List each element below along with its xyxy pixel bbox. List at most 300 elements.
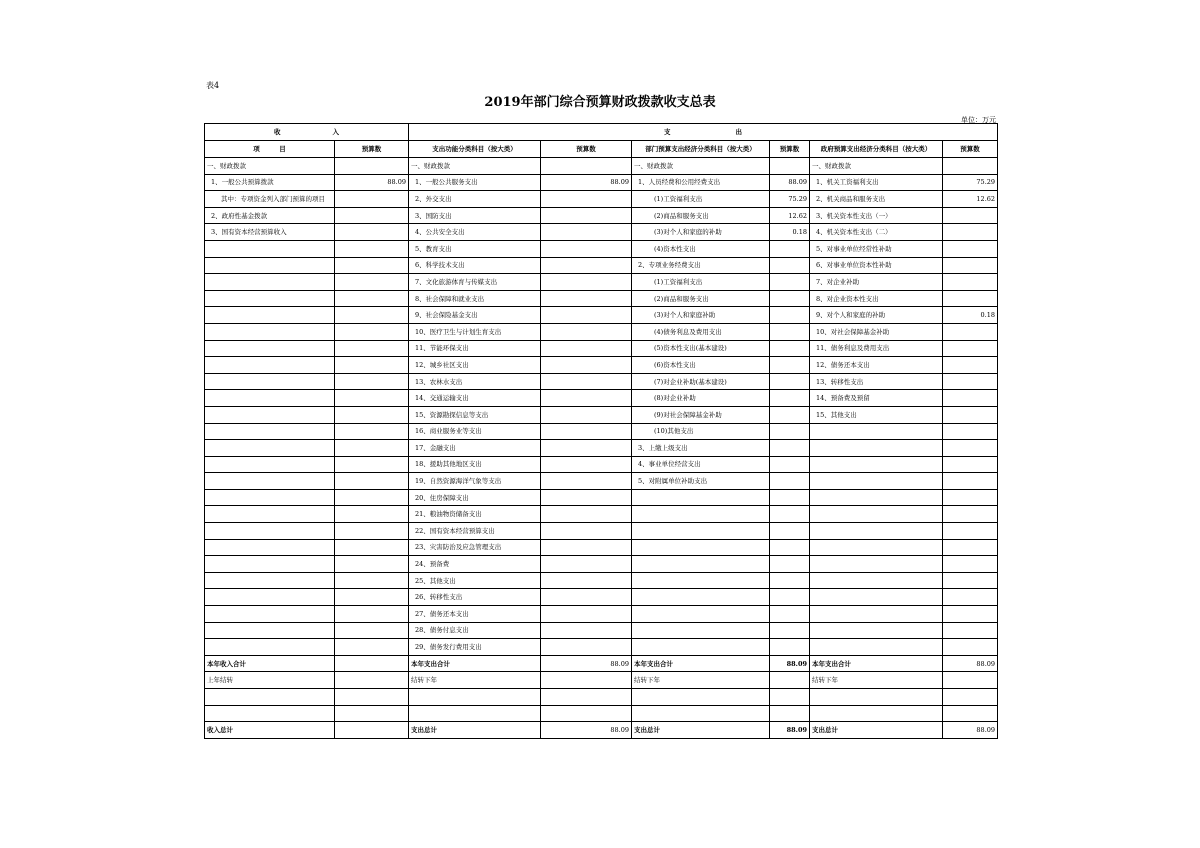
income-amount bbox=[335, 440, 409, 457]
function-amount bbox=[541, 572, 632, 589]
income-item bbox=[205, 523, 335, 540]
gov-econ-item: 8、对企业资本性支出 bbox=[810, 290, 943, 307]
table-row bbox=[205, 423, 998, 440]
table-row bbox=[205, 207, 998, 224]
next-carry-label: 结转下年 bbox=[810, 672, 943, 689]
gov-econ-amount bbox=[943, 639, 998, 656]
function-amount bbox=[541, 274, 632, 291]
dept-econ-item: 一、财政拨款 bbox=[632, 158, 770, 175]
income-amount bbox=[335, 323, 409, 340]
function-item: 26、转移性支出 bbox=[409, 589, 541, 606]
dept-econ-amount: 0.18 bbox=[770, 224, 810, 241]
function-item: 22、国有资本经营预算支出 bbox=[409, 523, 541, 540]
dept-econ-item: (5)资本性支出(基本建设) bbox=[632, 340, 770, 357]
gov-econ-amount bbox=[943, 440, 998, 457]
dept-econ-amount bbox=[770, 523, 810, 540]
income-item bbox=[205, 340, 335, 357]
income-amount bbox=[335, 257, 409, 274]
dept-econ-item bbox=[632, 506, 770, 523]
function-amount bbox=[541, 340, 632, 357]
income-amount bbox=[335, 224, 409, 241]
income-item bbox=[205, 456, 335, 473]
dept-econ-item bbox=[632, 572, 770, 589]
function-amount bbox=[541, 622, 632, 639]
gov-econ-amount bbox=[943, 606, 998, 623]
function-amount bbox=[541, 589, 632, 606]
gov-econ-item: 13、转移性支出 bbox=[810, 373, 943, 390]
page-label: 表4 bbox=[206, 81, 220, 90]
gov-econ-item bbox=[810, 589, 943, 606]
col-header-amount: 预算数 bbox=[943, 141, 998, 158]
table-row bbox=[205, 523, 998, 540]
gov-econ-item: 6、对事业单位资本性补助 bbox=[810, 257, 943, 274]
dept-econ-item: (6)资本性支出 bbox=[632, 357, 770, 374]
gov-econ-amount bbox=[943, 406, 998, 423]
function-item: 5、教育支出 bbox=[409, 240, 541, 257]
function-amount bbox=[541, 539, 632, 556]
dept-econ-item bbox=[632, 539, 770, 556]
gov-econ-item: 1、机关工资福利支出 bbox=[810, 174, 943, 191]
econ-total-label: 本年支出合计 bbox=[632, 655, 770, 672]
dept-econ-amount bbox=[770, 158, 810, 175]
function-amount bbox=[541, 606, 632, 623]
income-amount bbox=[335, 207, 409, 224]
function-amount bbox=[541, 639, 632, 656]
gov-econ-amount: 75.29 bbox=[943, 174, 998, 191]
dept-econ-amount bbox=[770, 473, 810, 490]
table-row bbox=[205, 373, 998, 390]
income-amount bbox=[335, 191, 409, 208]
gov-econ-amount bbox=[943, 340, 998, 357]
gov-econ-amount bbox=[943, 572, 998, 589]
budget-table bbox=[204, 123, 998, 739]
empty-cell bbox=[541, 672, 632, 689]
empty-cell bbox=[943, 672, 998, 689]
income-item bbox=[205, 639, 335, 656]
function-item: 23、灾害防治及应急管理支出 bbox=[409, 539, 541, 556]
table-row bbox=[205, 307, 998, 324]
income-item bbox=[205, 390, 335, 407]
dept-econ-amount bbox=[770, 240, 810, 257]
prev-carry-label: 上年结转 bbox=[205, 672, 335, 689]
table-row-blank bbox=[205, 689, 998, 706]
income-amount bbox=[335, 639, 409, 656]
table-row bbox=[205, 191, 998, 208]
income-amount bbox=[335, 290, 409, 307]
unit-label: 单位：万元 bbox=[961, 116, 996, 124]
table-row bbox=[205, 323, 998, 340]
col-header-amount: 预算数 bbox=[541, 141, 632, 158]
income-amount bbox=[335, 539, 409, 556]
dept-econ-item bbox=[632, 556, 770, 573]
function-amount bbox=[541, 224, 632, 241]
table-row-carry bbox=[205, 672, 998, 689]
gov-econ-amount: 12.62 bbox=[943, 191, 998, 208]
expense-header: 支 出 bbox=[409, 124, 998, 141]
col-header-function: 支出功能分类科目（按大类） bbox=[409, 141, 541, 158]
gov-econ-item bbox=[810, 506, 943, 523]
income-amount bbox=[335, 158, 409, 175]
gov-econ-amount bbox=[943, 207, 998, 224]
dept-econ-item: 5、对附属单位补助支出 bbox=[632, 473, 770, 490]
gov-econ-amount bbox=[943, 539, 998, 556]
gov-econ-item bbox=[810, 556, 943, 573]
income-item bbox=[205, 572, 335, 589]
dept-econ-amount bbox=[770, 506, 810, 523]
income-item bbox=[205, 423, 335, 440]
gov-econ-item bbox=[810, 489, 943, 506]
income-item bbox=[205, 274, 335, 291]
function-item: 13、农林水支出 bbox=[409, 373, 541, 390]
function-amount bbox=[541, 290, 632, 307]
col-header-dept-econ: 部门预算支出经济分类科目（按大类） bbox=[632, 141, 770, 158]
function-amount bbox=[541, 257, 632, 274]
function-item: 11、节能环保支出 bbox=[409, 340, 541, 357]
next-carry-label: 结转下年 bbox=[409, 672, 541, 689]
table-row bbox=[205, 357, 998, 374]
function-amount bbox=[541, 489, 632, 506]
income-amount bbox=[335, 489, 409, 506]
income-item bbox=[205, 622, 335, 639]
function-amount bbox=[541, 240, 632, 257]
income-amount: 88.09 bbox=[335, 174, 409, 191]
income-item bbox=[205, 373, 335, 390]
function-item: 24、预备费 bbox=[409, 556, 541, 573]
income-item: 一、财政拨款 bbox=[205, 158, 335, 175]
gov-econ-amount bbox=[943, 473, 998, 490]
function-item: 27、债务还本支出 bbox=[409, 606, 541, 623]
dept-econ-item: (1)工资福利支出 bbox=[632, 274, 770, 291]
table-row-grand-total bbox=[205, 722, 998, 739]
dept-econ-amount bbox=[770, 340, 810, 357]
gov-econ-amount bbox=[943, 556, 998, 573]
function-item: 16、商业服务业等支出 bbox=[409, 423, 541, 440]
dept-econ-amount bbox=[770, 323, 810, 340]
income-item: 1、一般公共预算拨款 bbox=[205, 174, 335, 191]
gov-econ-amount bbox=[943, 622, 998, 639]
econ-grand-label: 支出总计 bbox=[632, 722, 770, 739]
income-amount bbox=[335, 473, 409, 490]
income-amount bbox=[335, 523, 409, 540]
income-amount bbox=[335, 240, 409, 257]
income-item: 其中：专项资金列入部门预算的项目 bbox=[205, 191, 335, 208]
function-amount bbox=[541, 191, 632, 208]
dept-econ-item: (2)商品和服务支出 bbox=[632, 290, 770, 307]
table-row bbox=[205, 489, 998, 506]
gov-econ-amount bbox=[943, 158, 998, 175]
function-item: 1、一般公共服务支出 bbox=[409, 174, 541, 191]
dept-econ-item bbox=[632, 489, 770, 506]
gov-econ-amount bbox=[943, 489, 998, 506]
income-amount bbox=[335, 622, 409, 639]
dept-econ-amount: 75.29 bbox=[770, 191, 810, 208]
gov-econ-amount bbox=[943, 523, 998, 540]
function-amount bbox=[541, 506, 632, 523]
function-item: 2、外交支出 bbox=[409, 191, 541, 208]
dept-econ-item: (1)工资福利支出 bbox=[632, 191, 770, 208]
dept-econ-item: (3)对个人和家庭的补助 bbox=[632, 224, 770, 241]
gov-econ-item bbox=[810, 622, 943, 639]
col-header-gov-econ: 政府预算支出经济分类科目（按大类） bbox=[810, 141, 943, 158]
function-amount: 88.09 bbox=[541, 174, 632, 191]
income-total-value bbox=[335, 655, 409, 672]
table-column-header bbox=[205, 141, 998, 158]
income-amount bbox=[335, 456, 409, 473]
table-row bbox=[205, 290, 998, 307]
income-item bbox=[205, 357, 335, 374]
econ-grand-value: 88.09 bbox=[770, 722, 810, 739]
income-amount bbox=[335, 556, 409, 573]
function-item: 18、援助其他地区支出 bbox=[409, 456, 541, 473]
empty-cell bbox=[335, 722, 409, 739]
function-item: 7、文化旅游体育与传媒支出 bbox=[409, 274, 541, 291]
income-amount bbox=[335, 606, 409, 623]
dept-econ-amount bbox=[770, 556, 810, 573]
income-amount bbox=[335, 274, 409, 291]
function-amount bbox=[541, 523, 632, 540]
empty-cell bbox=[770, 672, 810, 689]
col-header-amount: 预算数 bbox=[335, 141, 409, 158]
income-item bbox=[205, 307, 335, 324]
function-amount bbox=[541, 207, 632, 224]
dept-econ-item: (9)对社会保障基金补助 bbox=[632, 406, 770, 423]
gov-econ-item: 2、机关商品和服务支出 bbox=[810, 191, 943, 208]
table-row bbox=[205, 390, 998, 407]
table-row bbox=[205, 473, 998, 490]
dept-econ-amount bbox=[770, 589, 810, 606]
table-row bbox=[205, 456, 998, 473]
table-row bbox=[205, 539, 998, 556]
expense-grand-value: 88.09 bbox=[541, 722, 632, 739]
table-row-totals bbox=[205, 655, 998, 672]
function-item: 25、其他支出 bbox=[409, 572, 541, 589]
dept-econ-item: (10)其他支出 bbox=[632, 423, 770, 440]
next-carry-label: 结转下年 bbox=[632, 672, 770, 689]
function-amount bbox=[541, 423, 632, 440]
table-row bbox=[205, 340, 998, 357]
income-item: 2、政府性基金拨款 bbox=[205, 207, 335, 224]
function-item: 4、公共安全支出 bbox=[409, 224, 541, 241]
gov-econ-item bbox=[810, 440, 943, 457]
dept-econ-amount: 12.62 bbox=[770, 207, 810, 224]
dept-econ-amount bbox=[770, 390, 810, 407]
income-amount bbox=[335, 406, 409, 423]
gov-econ-amount bbox=[943, 323, 998, 340]
function-item: 10、医疗卫生与计划生育支出 bbox=[409, 323, 541, 340]
gov-econ-item: 7、对企业补助 bbox=[810, 274, 943, 291]
gov-econ-item: 14、预备费及预留 bbox=[810, 390, 943, 407]
dept-econ-amount bbox=[770, 539, 810, 556]
dept-econ-amount bbox=[770, 423, 810, 440]
expense-total-label: 本年支出合计 bbox=[409, 655, 541, 672]
table-row bbox=[205, 639, 998, 656]
gov-econ-item: 11、债务利息及费用支出 bbox=[810, 340, 943, 357]
function-amount bbox=[541, 373, 632, 390]
income-item: 3、国有资本经营预算收入 bbox=[205, 224, 335, 241]
table-row bbox=[205, 224, 998, 241]
gov-econ-item bbox=[810, 572, 943, 589]
gov-econ-amount bbox=[943, 390, 998, 407]
dept-econ-amount bbox=[770, 307, 810, 324]
income-item bbox=[205, 440, 335, 457]
gov-econ-amount bbox=[943, 357, 998, 374]
col-header-item: 项 目 bbox=[205, 141, 335, 158]
gov-total-label: 本年支出合计 bbox=[810, 655, 943, 672]
income-amount bbox=[335, 307, 409, 324]
dept-econ-item: (3)对个人和家庭补助 bbox=[632, 307, 770, 324]
dept-econ-amount bbox=[770, 456, 810, 473]
dept-econ-amount bbox=[770, 639, 810, 656]
table-row bbox=[205, 257, 998, 274]
function-amount bbox=[541, 440, 632, 457]
gov-econ-item: 一、财政拨款 bbox=[810, 158, 943, 175]
gov-econ-item: 10、对社会保障基金补助 bbox=[810, 323, 943, 340]
dept-econ-item: 3、上缴上级支出 bbox=[632, 440, 770, 457]
gov-econ-item: 9、对个人和家庭的补助 bbox=[810, 307, 943, 324]
function-amount bbox=[541, 473, 632, 490]
dept-econ-item: (2)商品和服务支出 bbox=[632, 207, 770, 224]
dept-econ-item: 4、事业单位经营支出 bbox=[632, 456, 770, 473]
function-item: 19、自然资源海洋气象等支出 bbox=[409, 473, 541, 490]
income-grand-label: 收入总计 bbox=[205, 722, 335, 739]
gov-econ-amount bbox=[943, 224, 998, 241]
function-item: 15、资源勘探信息等支出 bbox=[409, 406, 541, 423]
table-row bbox=[205, 606, 998, 623]
income-item bbox=[205, 556, 335, 573]
function-amount bbox=[541, 357, 632, 374]
gov-econ-item: 15、其他支出 bbox=[810, 406, 943, 423]
table-row bbox=[205, 506, 998, 523]
gov-econ-amount bbox=[943, 274, 998, 291]
gov-econ-item bbox=[810, 539, 943, 556]
gov-econ-amount: 0.18 bbox=[943, 307, 998, 324]
dept-econ-amount bbox=[770, 274, 810, 291]
gov-econ-item: 5、对事业单位经常性补助 bbox=[810, 240, 943, 257]
income-item bbox=[205, 257, 335, 274]
econ-total-value: 88.09 bbox=[770, 655, 810, 672]
income-header: 收 入 bbox=[205, 124, 409, 141]
dept-econ-amount bbox=[770, 257, 810, 274]
income-item bbox=[205, 406, 335, 423]
income-item bbox=[205, 506, 335, 523]
function-amount bbox=[541, 158, 632, 175]
table-row bbox=[205, 589, 998, 606]
dept-econ-amount bbox=[770, 290, 810, 307]
gov-econ-amount bbox=[943, 240, 998, 257]
dept-econ-amount bbox=[770, 406, 810, 423]
income-amount bbox=[335, 589, 409, 606]
function-item: 14、交通运输支出 bbox=[409, 390, 541, 407]
table-top-header bbox=[205, 124, 998, 141]
gov-grand-value: 88.09 bbox=[943, 722, 998, 739]
income-item bbox=[205, 539, 335, 556]
income-item bbox=[205, 489, 335, 506]
income-item bbox=[205, 589, 335, 606]
income-total-label: 本年收入合计 bbox=[205, 655, 335, 672]
table-row bbox=[205, 174, 998, 191]
dept-econ-item: (4)资本性支出 bbox=[632, 240, 770, 257]
gov-econ-amount bbox=[943, 423, 998, 440]
table-row bbox=[205, 440, 998, 457]
function-item: 6、科学技术支出 bbox=[409, 257, 541, 274]
dept-econ-amount: 88.09 bbox=[770, 174, 810, 191]
table-row bbox=[205, 572, 998, 589]
table-row bbox=[205, 158, 998, 175]
gov-econ-item bbox=[810, 456, 943, 473]
table-row bbox=[205, 622, 998, 639]
function-amount bbox=[541, 556, 632, 573]
function-item: 3、国防支出 bbox=[409, 207, 541, 224]
table-row bbox=[205, 556, 998, 573]
dept-econ-amount bbox=[770, 572, 810, 589]
gov-econ-amount bbox=[943, 456, 998, 473]
function-item: 一、财政拨款 bbox=[409, 158, 541, 175]
gov-econ-item: 4、机关资本性支出（二） bbox=[810, 224, 943, 241]
dept-econ-item: 1、人员经费和公用经费支出 bbox=[632, 174, 770, 191]
gov-econ-item bbox=[810, 473, 943, 490]
dept-econ-item bbox=[632, 523, 770, 540]
dept-econ-item bbox=[632, 639, 770, 656]
gov-econ-amount bbox=[943, 506, 998, 523]
col-header-amount: 预算数 bbox=[770, 141, 810, 158]
function-amount bbox=[541, 406, 632, 423]
dept-econ-amount bbox=[770, 373, 810, 390]
dept-econ-item bbox=[632, 606, 770, 623]
dept-econ-item bbox=[632, 622, 770, 639]
function-item: 8、社会保障和就业支出 bbox=[409, 290, 541, 307]
table-row bbox=[205, 274, 998, 291]
function-amount bbox=[541, 456, 632, 473]
income-amount bbox=[335, 506, 409, 523]
dept-econ-item: (7)对企业补助(基本建设) bbox=[632, 373, 770, 390]
function-item: 12、城乡社区支出 bbox=[409, 357, 541, 374]
income-item bbox=[205, 290, 335, 307]
dept-econ-item: 2、专项业务经费支出 bbox=[632, 257, 770, 274]
dept-econ-amount bbox=[770, 357, 810, 374]
function-amount bbox=[541, 307, 632, 324]
gov-econ-item: 3、机关资本性支出（一） bbox=[810, 207, 943, 224]
income-amount bbox=[335, 572, 409, 589]
gov-econ-item bbox=[810, 423, 943, 440]
gov-econ-item: 12、债务还本支出 bbox=[810, 357, 943, 374]
function-item: 21、粮油物资储备支出 bbox=[409, 506, 541, 523]
gov-total-value: 88.09 bbox=[943, 655, 998, 672]
income-item bbox=[205, 240, 335, 257]
gov-econ-amount bbox=[943, 589, 998, 606]
expense-grand-label: 支出总计 bbox=[409, 722, 541, 739]
empty-cell bbox=[335, 672, 409, 689]
income-amount bbox=[335, 373, 409, 390]
dept-econ-item bbox=[632, 589, 770, 606]
dept-econ-amount bbox=[770, 622, 810, 639]
gov-econ-amount bbox=[943, 373, 998, 390]
income-amount bbox=[335, 357, 409, 374]
table-row bbox=[205, 240, 998, 257]
function-item: 29、债务发行费用支出 bbox=[409, 639, 541, 656]
income-amount bbox=[335, 340, 409, 357]
income-amount bbox=[335, 390, 409, 407]
expense-total-value: 88.09 bbox=[541, 655, 632, 672]
gov-econ-amount bbox=[943, 257, 998, 274]
function-amount bbox=[541, 323, 632, 340]
function-item: 28、债务付息支出 bbox=[409, 622, 541, 639]
function-item: 20、住房保障支出 bbox=[409, 489, 541, 506]
dept-econ-amount bbox=[770, 440, 810, 457]
income-item bbox=[205, 323, 335, 340]
gov-econ-item bbox=[810, 523, 943, 540]
table-row bbox=[205, 406, 998, 423]
dept-econ-item: (4)债务利息及费用支出 bbox=[632, 323, 770, 340]
